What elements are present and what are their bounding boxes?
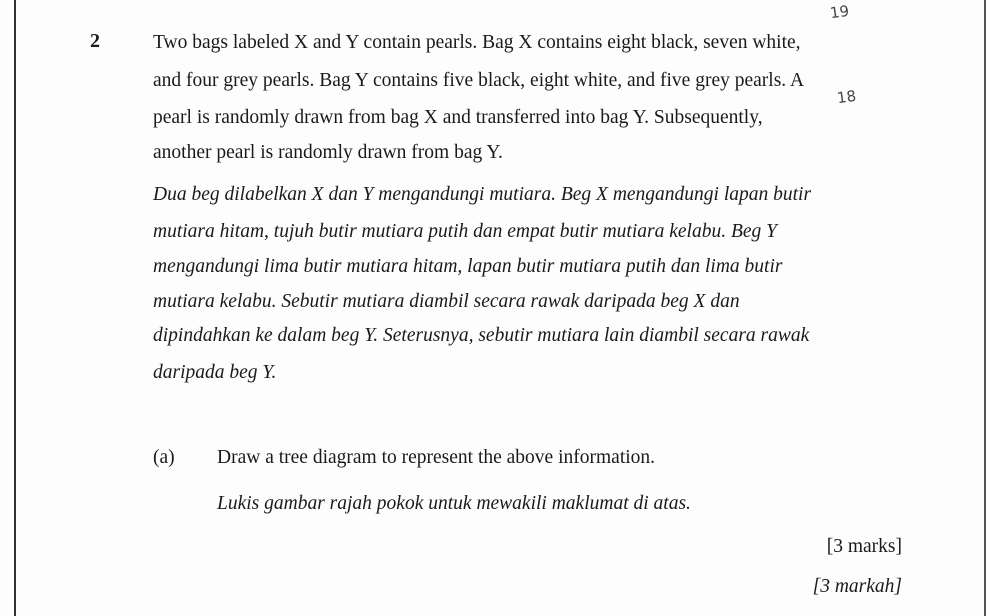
english-line-2: and four grey pearls. Bag Y contains five black, eight white, and five grey pearls. A: [153, 70, 805, 91]
english-line-1: Two bags labeled X and Y contain pearls. Bag X contains eight black, seven white,: [153, 32, 801, 53]
malay-line-6: daripada beg Y.: [153, 362, 277, 383]
handwritten-note-18: 18: [835, 86, 858, 108]
handwritten-note-19: 19: [828, 1, 851, 23]
malay-line-4: mutiara kelabu. Sebutir mutiara diambil secara rawak daripada beg X dan: [153, 291, 740, 312]
english-line-4: another pearl is randomly drawn from bag Y.: [153, 142, 503, 163]
malay-line-1: Dua beg dilabelkan X dan Y mengandungi mutiara. Beg X mengandungi lapan butir: [153, 184, 812, 205]
marks-malay: [3 markah]: [812, 576, 902, 597]
malay-line-5: dipindahkan ke dalam beg Y. Seterusnya, sebutir mutiara lain diambil secara rawak: [153, 325, 810, 346]
english-line-3: pearl is randomly drawn from bag X and transferred into bag Y. Subsequently,: [153, 107, 763, 128]
marks-english: [3 marks]: [826, 536, 902, 557]
part-a-english: Draw a tree diagram to represent the above information.: [217, 447, 656, 468]
question-number: 2: [90, 30, 100, 52]
page-border-left: [14, 0, 16, 616]
malay-line-3: mengandungi lima butir mutiara hitam, lapan butir mutiara putih dan lima butir: [153, 256, 783, 277]
page-border-right: [984, 0, 986, 616]
malay-line-2: mutiara hitam, tujuh butir mutiara putih dan empat butir mutiara kelabu. Beg Y: [153, 221, 777, 242]
part-a-label: (a): [153, 447, 175, 468]
part-a-malay: Lukis gambar rajah pokok untuk mewakili maklumat di atas.: [217, 493, 691, 514]
